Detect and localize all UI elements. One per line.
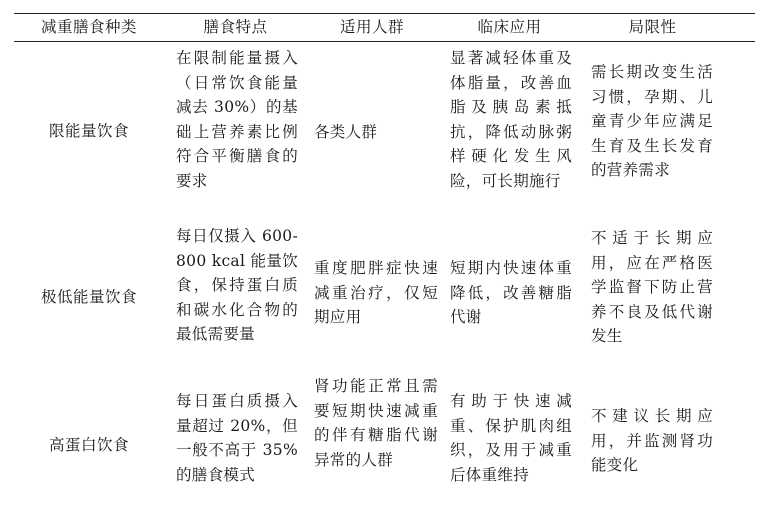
row2-features: 每日仅摄入 600-800 kcal 能量饮食，保持蛋白质和碳水化合物的最低需要量 (176, 227, 298, 343)
row2-population: 重度肥胖症快速减重治疗，仅短期应用 (314, 259, 438, 326)
row3-limitations: 不建议长期应用，并监测肾功能变化 (591, 407, 713, 474)
row1-diet-type: 限能量饮食 (48, 122, 129, 140)
row3-diet-type: 高蛋白饮食 (48, 436, 129, 454)
row1-population: 各类人群 (314, 123, 378, 141)
row1-limitations: 需长期改变生活习惯，孕期、儿童青少年应满足生育及生长发育的营养需求 (591, 63, 713, 179)
header-population: 适用人群 (339, 18, 404, 36)
row2-limitations: 不适于长期应用，应在严格医学监督下防止营养不良及低代谢发生 (591, 229, 713, 345)
row3-clinical: 有助于快速减重、保护肌肉组织，及用于减重后体重维持 (450, 392, 572, 484)
row2-clinical: 短期内快速体重降低，改善糖脂代谢 (450, 259, 572, 326)
table-top-rule (14, 13, 755, 14)
header-limitations: 局限性 (628, 18, 677, 36)
row3-features: 每日蛋白质摄入量超过 20%，但一般不高于 35%的膳食模式 (176, 392, 298, 484)
header-features: 膳食特点 (203, 18, 268, 36)
row2-diet-type: 极低能量饮食 (40, 288, 137, 306)
table-header-rule (14, 41, 755, 42)
header-clinical: 临床应用 (477, 18, 542, 36)
row1-features: 在限制能量摄入（日常饮食能量减去 30%）的基础上营养素比例符合平衡膳食的要求 (176, 49, 298, 190)
row1-clinical: 显著减轻体重及体脂量，改善血脂及胰岛素抵抗，降低动脉粥样硬化发生风险，可长期施行 (450, 49, 572, 190)
header-diet-type: 减重膳食种类 (40, 18, 137, 36)
row3-population: 肾功能正常且需要短期快速减重的伴有糖脂代谢异常的人群 (314, 377, 438, 469)
